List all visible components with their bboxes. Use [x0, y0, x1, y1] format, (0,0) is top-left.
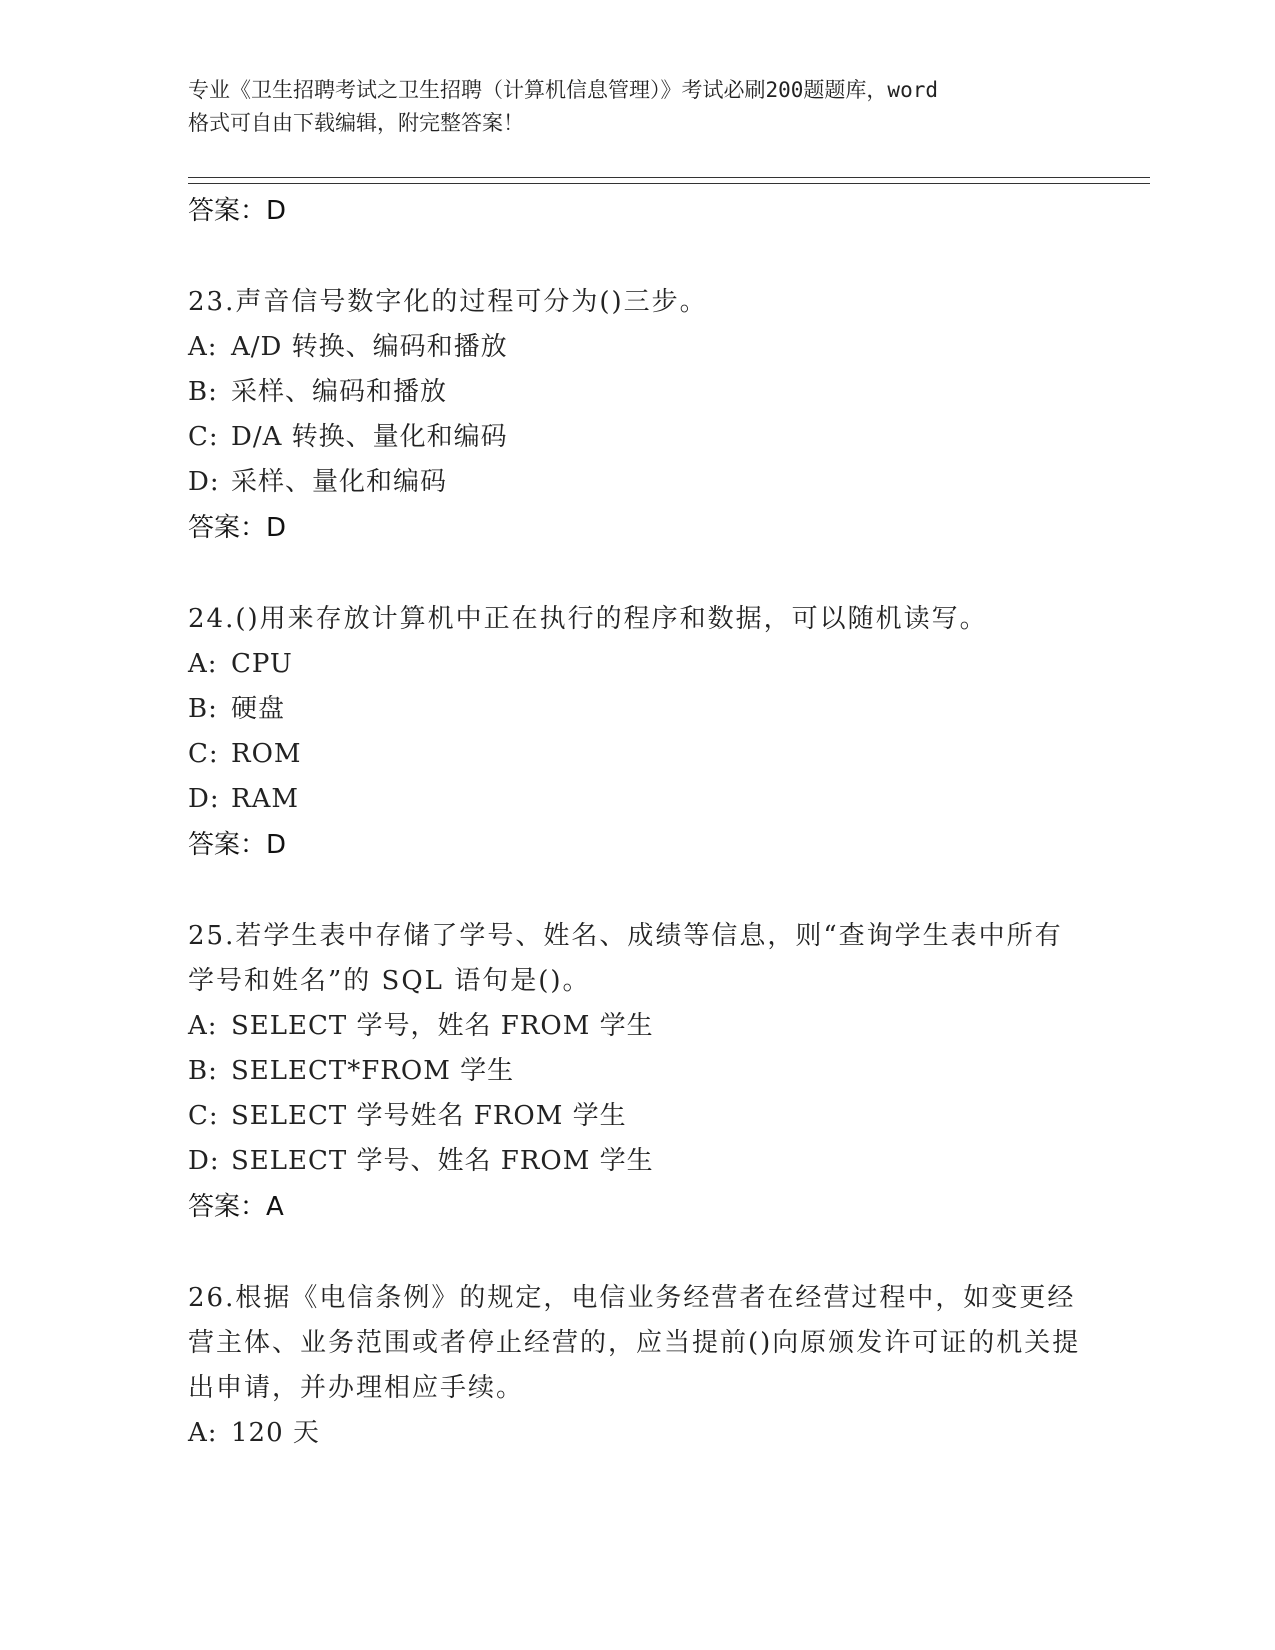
option-label: B:: [188, 1056, 218, 1086]
option-text: ROM: [231, 739, 302, 769]
answer-line: 答案：D: [188, 830, 287, 860]
option-label: D:: [188, 1146, 220, 1176]
answer-line: 答案：D: [188, 196, 287, 226]
option-text: SELECT 学号、姓名 FROM 学生: [231, 1146, 654, 1176]
option-text: 120 天: [231, 1418, 320, 1448]
question-26: [188, 1276, 1088, 1456]
option-d: [188, 1139, 1088, 1184]
option-b: [188, 687, 1088, 732]
option-text: CPU: [231, 649, 293, 679]
header-line-2: 格式可自由下载编辑，附完整答案！: [188, 111, 524, 135]
option-text: A/D 转换、编码和播放: [231, 332, 508, 362]
question-list: [188, 188, 1088, 1456]
option-c: [188, 732, 1088, 777]
option-label: A:: [188, 1011, 218, 1041]
option-a: [188, 642, 1088, 687]
option-text: 采样、编码和播放: [231, 377, 448, 407]
option-text: SELECT 学号，姓名 FROM 学生: [231, 1011, 654, 1041]
answer-line: 答案：D: [188, 513, 287, 543]
option-label: B:: [188, 377, 218, 407]
option-c: [188, 1094, 1088, 1139]
page-header: [188, 74, 1088, 140]
option-a: [188, 325, 1088, 370]
question-stem: 26.根据《电信条例》的规定，电信业务经营者在经营过程中，如变更经营主体、业务范围或者停止经营的，应当提前()向原颁发许可证的机关提出申请，并办理相应手续。: [188, 1283, 1081, 1403]
option-label: B:: [188, 694, 218, 724]
answer-line: 答案：A: [188, 1192, 284, 1222]
option-a: [188, 1411, 1088, 1456]
question-stem: 25.若学生表中存储了学号、姓名、成绩等信息，则“查询学生表中所有学号和姓名”的 SQL 语句是()。: [188, 921, 1063, 996]
question-24: [188, 597, 1088, 868]
option-b: [188, 1049, 1088, 1094]
option-label: D:: [188, 784, 220, 814]
option-label: A:: [188, 649, 218, 679]
option-label: C:: [188, 1101, 219, 1131]
option-b: [188, 370, 1088, 415]
option-d: [188, 777, 1088, 822]
header-line-1: 专业《卫生招聘考试之卫生招聘（计算机信息管理）》考试必刷200题题库，word: [188, 78, 938, 102]
question-23: [188, 280, 1088, 551]
option-a: [188, 1004, 1088, 1049]
option-label: C:: [188, 739, 219, 769]
option-label: A:: [188, 332, 218, 362]
option-label: C:: [188, 422, 219, 452]
header-double-rule: [188, 177, 1150, 184]
option-text: SELECT*FROM 学生: [231, 1056, 515, 1086]
option-text: SELECT 学号姓名 FROM 学生: [231, 1101, 627, 1131]
option-text: 硬盘: [231, 694, 286, 724]
option-label: D:: [188, 467, 220, 497]
option-text: RAM: [231, 784, 299, 814]
option-text: D/A 转换、量化和编码: [231, 422, 508, 452]
option-c: [188, 415, 1088, 460]
question-stem: 24.()用来存放计算机中正在执行的程序和数据，可以随机读写。: [188, 604, 988, 634]
option-d: [188, 460, 1088, 505]
question-stem: 23.声音信号数字化的过程可分为()三步。: [188, 287, 708, 317]
option-text: 采样、量化和编码: [231, 467, 448, 497]
option-label: A:: [188, 1418, 218, 1448]
question-25: [188, 914, 1088, 1230]
